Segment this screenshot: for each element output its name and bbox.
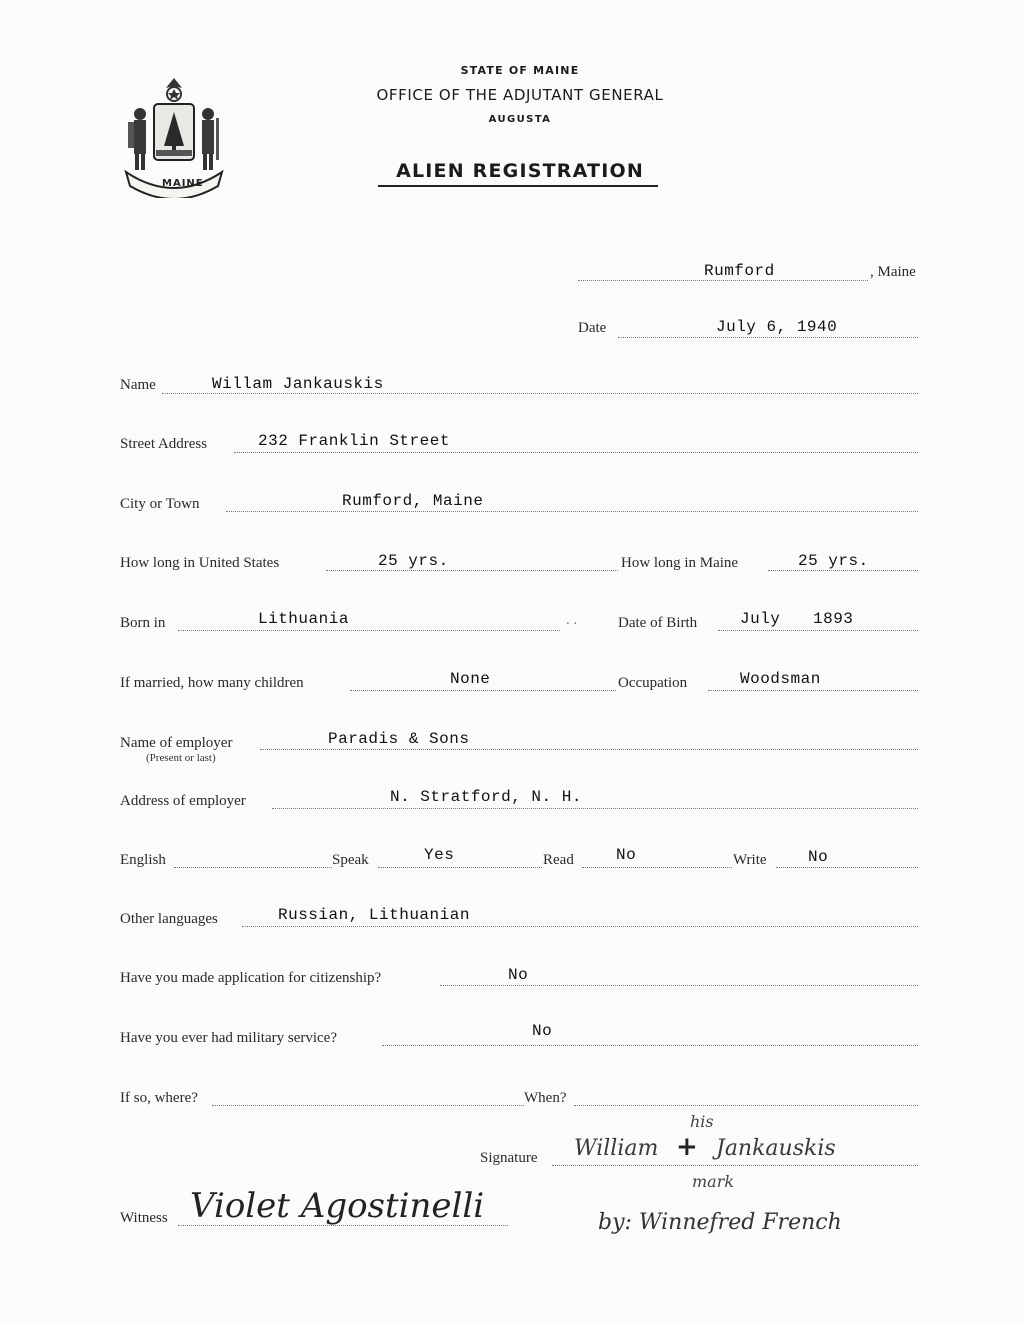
- city-label: City or Town: [120, 496, 200, 512]
- when-line: [574, 1105, 918, 1106]
- read-value: No: [616, 846, 637, 864]
- street-label: Street Address: [120, 436, 208, 452]
- speak-label: Speak: [332, 852, 369, 868]
- speak-value: Yes: [424, 846, 455, 864]
- maine-duration-line: [768, 570, 918, 571]
- signature-last-name: Jankauskis: [716, 1136, 836, 1161]
- read-label: Read: [543, 852, 574, 868]
- signature-by-line: by: Winnefred French: [598, 1210, 842, 1235]
- languages-line: [242, 926, 918, 927]
- children-value: None: [450, 670, 491, 688]
- where-label: If so, where?: [120, 1090, 198, 1106]
- languages-value: Russian, Lithuanian: [278, 906, 470, 924]
- write-line: [776, 867, 918, 868]
- us-duration-label: How long in United States: [120, 555, 280, 571]
- when-label: When?: [524, 1090, 567, 1106]
- signature-label: Signature: [480, 1150, 538, 1166]
- maine-duration-label: How long in Maine: [621, 555, 739, 571]
- born-value: Lithuania: [258, 610, 349, 628]
- citizenship-label: Have you made application for citizenship?: [120, 970, 382, 986]
- city-value: Rumford, Maine: [342, 492, 484, 510]
- born-line: [178, 630, 560, 631]
- occupation-value: Woodsman: [740, 670, 821, 688]
- signature-mark-cross: +: [676, 1132, 698, 1162]
- form-title: ALIEN REGISTRATION: [396, 160, 644, 182]
- employer-address-value: N. Stratford, N. H.: [390, 788, 582, 806]
- seal-banner-text: MAINE: [162, 178, 204, 189]
- place-line: [578, 280, 868, 281]
- street-line: [234, 452, 918, 453]
- speak-line: [378, 867, 542, 868]
- city-line: [226, 511, 918, 512]
- employer-address-label: Address of employer: [120, 793, 246, 809]
- dob-month: July: [740, 610, 781, 628]
- signature-line: [552, 1165, 918, 1166]
- english-label: English: [120, 852, 166, 868]
- name-value: Willam Jankauskis: [212, 375, 384, 393]
- languages-label: Other languages: [120, 911, 218, 927]
- date-value: July 6, 1940: [716, 318, 838, 336]
- employer-label: Name of employer: [120, 735, 233, 751]
- read-line: [582, 867, 732, 868]
- name-label: Name: [120, 377, 156, 393]
- employer-line: [260, 749, 918, 750]
- english-line: [174, 867, 332, 868]
- occupation-label: Occupation: [618, 675, 688, 691]
- us-duration-line: [326, 570, 618, 571]
- dob-year: 1893: [813, 610, 854, 628]
- children-line: [350, 690, 616, 691]
- employer-sublabel: (Present or last): [146, 752, 216, 764]
- occupation-line: [708, 690, 918, 691]
- signature-mark-word: mark: [692, 1172, 735, 1191]
- military-label: Have you ever had military service?: [120, 1030, 337, 1046]
- signature-first-name: William: [574, 1136, 659, 1161]
- date-label: Date: [578, 320, 607, 336]
- city-heading: AUGUSTA: [488, 114, 552, 125]
- name-line: [162, 393, 918, 394]
- signature-his: his: [690, 1112, 714, 1131]
- dob-line: [718, 630, 918, 631]
- military-value: No: [532, 1022, 553, 1040]
- write-label: Write: [733, 852, 767, 868]
- where-line: [212, 1105, 524, 1106]
- employer-address-line: [272, 808, 918, 809]
- citizenship-line: [440, 985, 918, 986]
- children-label: If married, how many children: [120, 675, 304, 691]
- place-value: Rumford: [704, 262, 775, 280]
- military-line: [382, 1045, 918, 1046]
- employer-value: Paradis & Sons: [328, 730, 470, 748]
- born-label: Born in: [120, 615, 166, 631]
- title-underline: [378, 185, 658, 187]
- maine-duration-value: 25 yrs.: [798, 552, 869, 570]
- witness-signature: Violet Agostinelli: [190, 1186, 485, 1226]
- date-line: [618, 337, 918, 338]
- us-duration-value: 25 yrs.: [378, 552, 449, 570]
- born-trailing-dots: . .: [566, 612, 578, 628]
- witness-label: Witness: [120, 1210, 168, 1226]
- write-value: No: [808, 848, 829, 866]
- office-heading: OFFICE OF THE ADJUTANT GENERAL: [376, 86, 664, 104]
- dob-label: Date of Birth: [618, 615, 698, 631]
- street-value: 232 Franklin Street: [258, 432, 450, 450]
- state-heading: STATE OF MAINE: [460, 64, 580, 77]
- citizenship-value: No: [508, 966, 529, 984]
- place-suffix: , Maine: [870, 264, 916, 280]
